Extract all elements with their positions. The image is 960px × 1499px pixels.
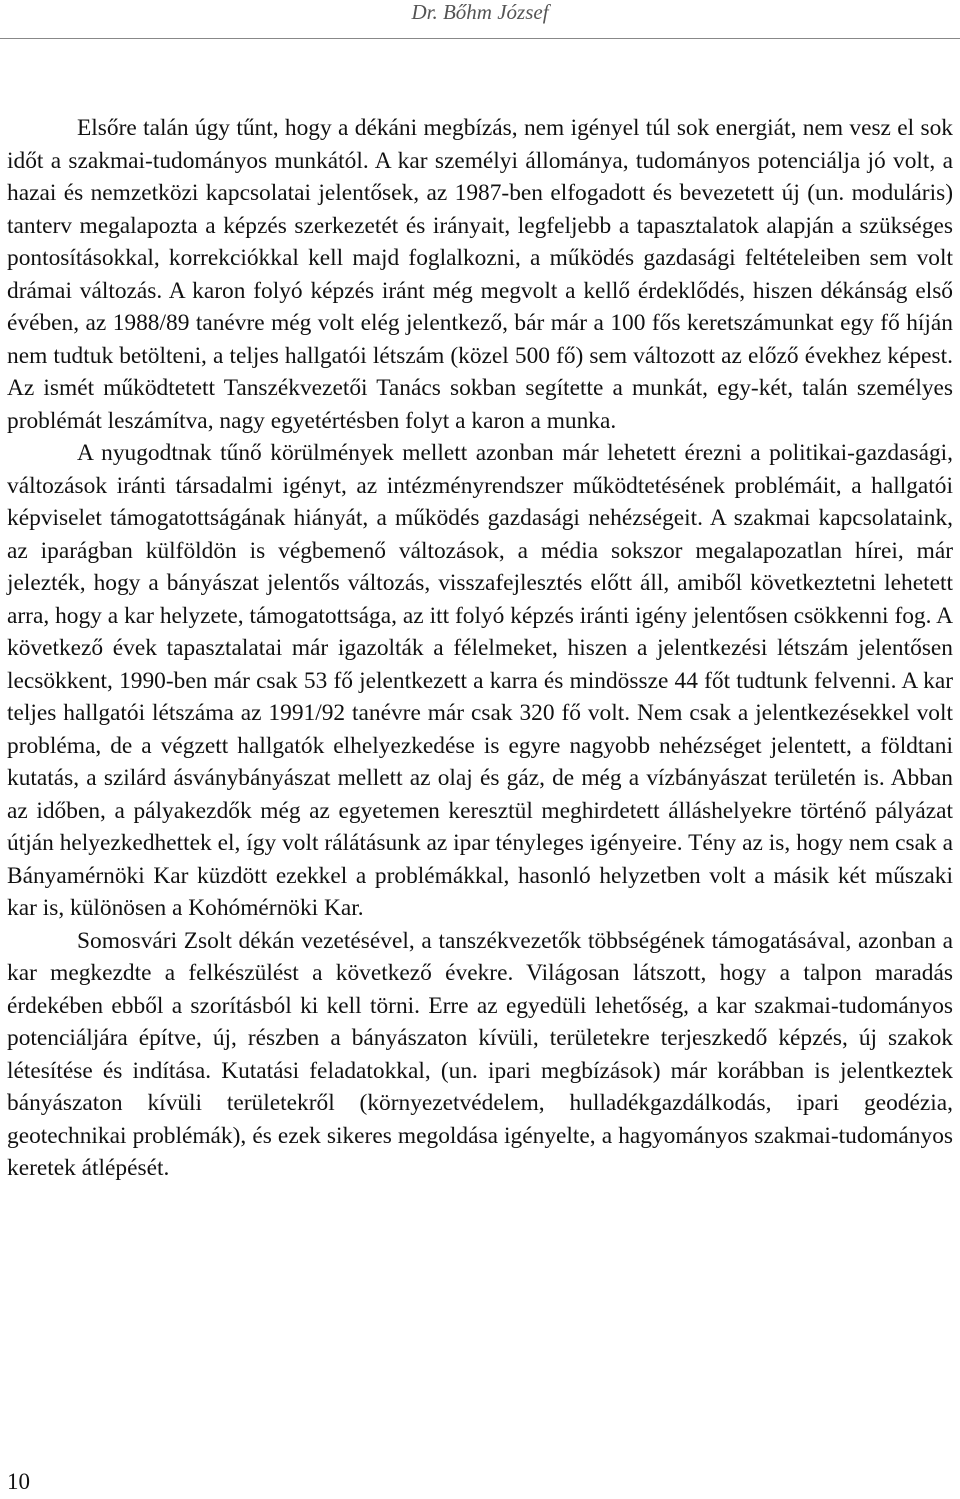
paragraph-2: A nyugodtnak tűnő körülmények mellett azonban már lehetett érezni a politikai-gazdasági, változások iránti társadalmi igényt, az intézményrendszer működtetésének problémáit, a hallgatói képviselet támogatottságának hiányát, a működés gazdasági nehézségeit. A szakmai kapcsolataink, az iparágban külföldön is végbemenő változások, a média sokszor megalapozatlan hírei, már jelezték, hogy a bányászat jelentős változás, visszafejlesztés előtt áll, amiből következtetni lehetett arra, hogy a kar helyzete, támogatottsága, az itt folyó képzés iránti igény jelentősen csökkenni fog. A következő évek tapasztalatai már igazolták a félelmeket, hiszen a jelentkezési létszám jelentősen lecsökkent, 1990-ben már csak 53 fő jelentkezett a karra és mindössze 44 főt tudtunk felvenni. A kar teljes hallgatói létszáma az 1991/92 tanévre már csak 320 fő volt. Nem csak a jelentkezésekkel volt probléma, de a végzett hallgatók elhelyezkedése is egyre nagyobb nehézséget jelentett, a földtani kutatás, a szilárd ásványbányászat mellett az olaj és gáz, de még a vízbányászat területén is. Abban az időben, a pályakezdők még az egyetemen keresztül meghirdetett álláshelyekre történő pályázat útján helyezkedhettek el, így volt rálátásunk az ipar tényleges igényeire. Tény az is, hogy nem csak a Bányamérnöki Kar küzdött ezekkel a problémákkal, hasonló helyzetben volt a másik két műszaki kar is, különösen a Kohómérnöki Kar. [7,440,953,921]
header-author: Dr. Bőhm József [411,0,549,24]
page-number: 10 [7,1469,30,1494]
running-header [0,0,960,28]
paragraph-3: Somosvári Zsolt dékán vezetésével, a tanszékvezetők többségének támogatásával, azonban a kar megkezdte a felkészülést a következő évekre. Világosan látszott, hogy a talpon maradás érdekében ebből a szorításból ki kell törni. Erre az egyedüli lehetőség, a kar szakmai-tudományos potenciáljára építve, új, részben a bányászaton kívüli, területekre terjeszkedő képzés, új szakok létesítése és indítása. Kutatási feladatokkal, (un. ipari megbízások) már korábban is jelentkeztek bányászaton kívüli területekről (környezetvédelem, hulladékgazdálkodás, ipari geodézia, geotechnikai problémák), és ezek sikeres megoldása igényelte, a hagyományos szakmai-tudományos keretek átlépését. [7,927,953,1181]
header-rule [0,38,960,39]
paragraph-1: Elsőre talán úgy tűnt, hogy a dékáni megbízás, nem igényel túl sok energiát, nem vesz el sok időt a szakmai-tudományos munkától. A kar személyi állománya, tudományos potenciálja jó volt, a hazai és nemzetközi kapcsolatai jelentősek, az 1987-ben elfogadott és bevezetett új (un. moduláris) tanterv megalapozta a képzés szerkezetét és irányait, legfeljebb a tapasztalatok alapján a szükséges pontosításokkal, korrekciókkal kell majd foglalkozni, a működés gazdasági feltételeiben sem volt drámai változás. A karon folyó képzés iránt még megvolt a kellő érdeklődés, hiszen dékánság első évében, az 1988/89 tanévre még volt elég jelentkező, bár már a 100 fős keretszámunkat egy fő híján nem tudtuk betölteni, a teljes hallgatói létszám (közel 500 fő) sem változott az előző évekhez képest. Az ismét működtetett Tanszékvezetői Tanács sokban segítette a munkát, egy-két, talán személyes problémát leszámítva, nagy egyetértésben folyt a karon a munka. [7,115,953,434]
body-text [7,112,953,1185]
